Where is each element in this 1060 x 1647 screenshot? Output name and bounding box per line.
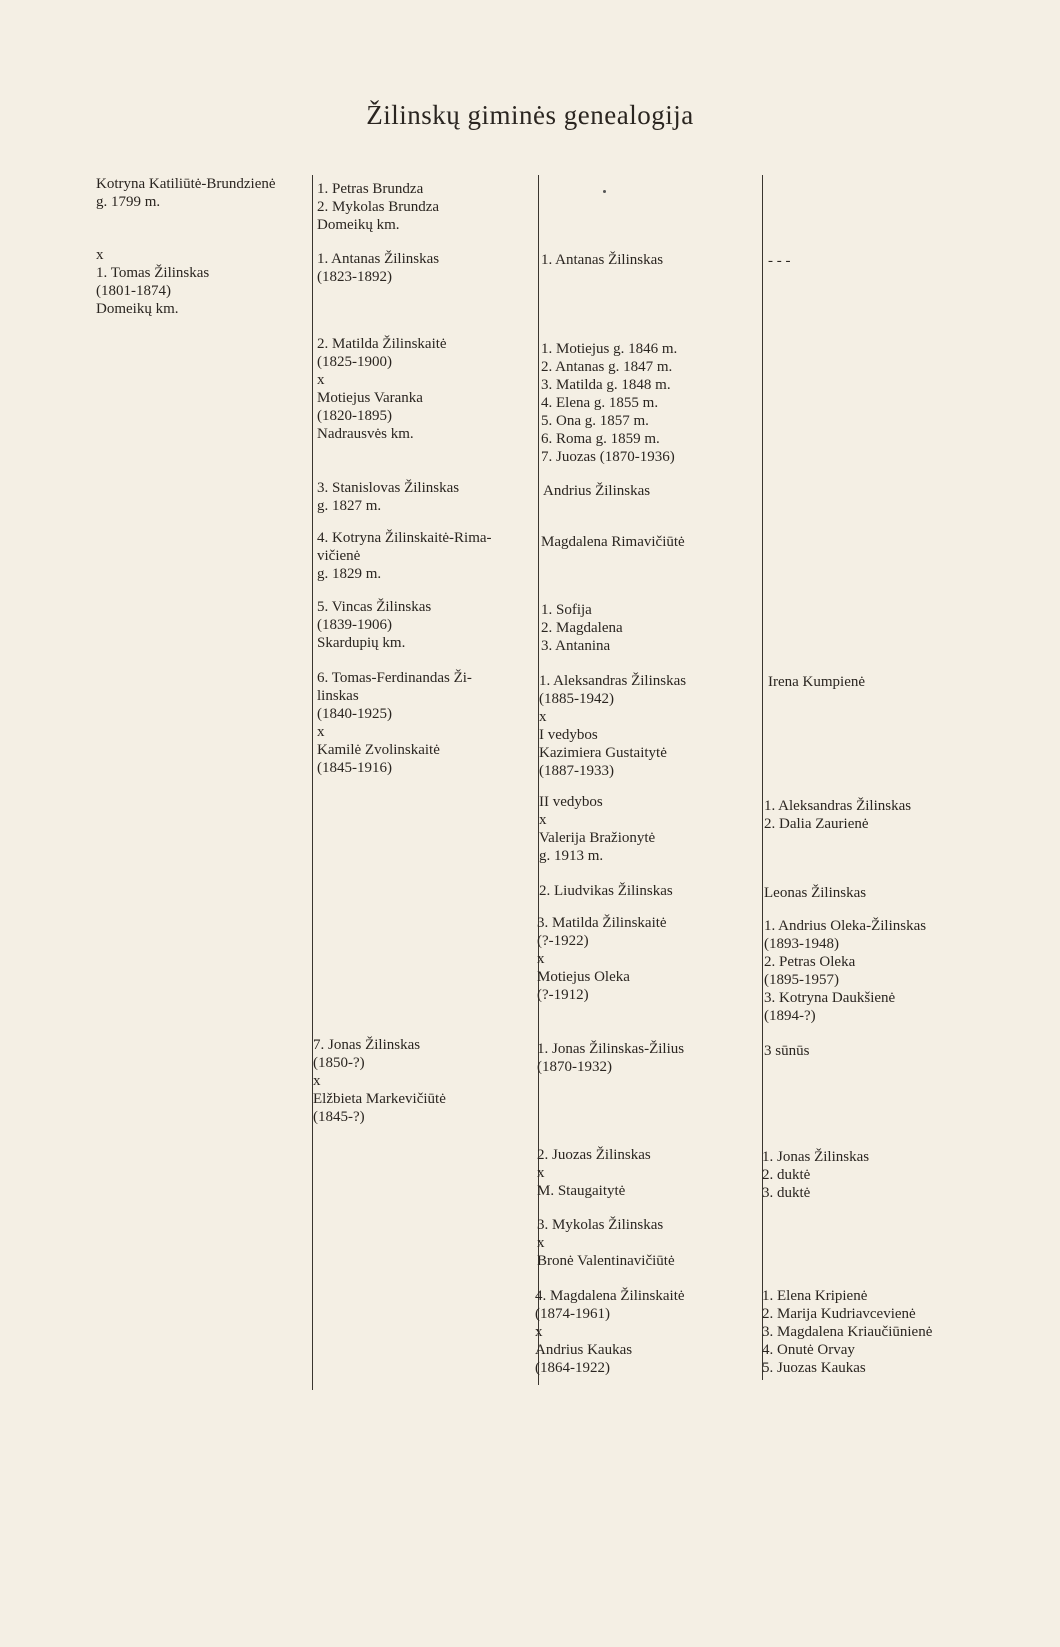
gen3-entry: 4. Magdalena Žilinskaitė (1874-1961) x Andrius Kaukas (1864-1922) [535,1288,685,1376]
gen3-entry: 2. Juozas Žilinskas x M. Staugaitytė [537,1147,651,1199]
gen2-entry: 7. Jonas Žilinskas (1850-?) x Elžbieta Markevičiūtė (1845-?) [313,1037,446,1125]
root-ancestor: Kotryna Katiliūtė-Brundzienė g. 1799 m. [96,176,276,210]
gen3-entry: 1. Antanas Žilinskas [541,252,664,268]
gen2-entry: 1. Petras Brundza 2. Mykolas Brundza Domeikų km. [317,181,440,233]
gen4-entry: 1. Andrius Oleka-Žilinskas (1893-1948) 2. Petras Oleka (1895-1957) 3. Kotryna Daukšienė (1894-?) [764,918,927,1024]
gen2-entry: 1. Antanas Žilinskas (1823-1892) [317,251,440,285]
gen3-entry: 1. Sofija 2. Magdalena 3. Antanina [541,602,623,654]
gen2-entry: 5. Vincas Žilinskas (1839-1906) Skardupių km. [317,599,432,651]
gen3-entry: 1. Jonas Žilinskas-Žilius (1870-1932) [537,1041,685,1075]
gen4-entry: 3 sūnūs [764,1043,810,1059]
column-divider-1 [312,175,313,1390]
gen3-entry: Magdalena Rimavičiūtė [541,534,685,550]
gen3-entry: Andrius Žilinskas [543,483,651,499]
gen3-entry: 1. Motiejus g. 1846 m. 2. Antanas g. 1847 m. 3. Matilda g. 1848 m. 4. Elena g. 1855 m. 5. Ona g. 1857 m. 6. Roma g. 1859 m. 7. Juozas (1870-1936) [541,341,678,465]
gen4-entry: 1. Jonas Žilinskas 2. duktė 3. duktė [762,1149,870,1201]
gen3-entry: II vedybos x Valerija Bražionytė g. 1913 m. [539,794,656,864]
gen4-entry: 1. Elena Kripienė 2. Marija Kudriavcevienė 3. Magdalena Kriaučiūnienė 4. Onutė Orvay 5. Juozas Kaukas [762,1288,933,1376]
gen3-entry: 1. Aleksandras Žilinskas (1885-1942) x I vedybos Kazimiera Gustaitytė (1887-1933) [539,673,687,779]
column-divider-2 [538,175,539,1385]
gen4-entry: 1. Aleksandras Žilinskas 2. Dalia Zaurienė [764,798,912,832]
gen4-entry: - - - [768,253,791,269]
root-marriage: x 1. Tomas Žilinskas (1801-1874) Domeikų km. [96,247,210,317]
gen4-entry: Leonas Žilinskas [764,885,867,901]
gen2-entry: 4. Kotryna Žilinskaitė-Rima- vičienė g. 1829 m. [317,530,492,582]
gen3-entry: 3. Mykolas Žilinskas x Bronė Valentinavičiūtė [537,1217,675,1269]
page-title: Žilinskų giminės genealogija [366,100,694,130]
speck [603,190,606,193]
gen3-entry: 3. Matilda Žilinskaitė (?-1922) x Motiejus Oleka (?-1912) [537,915,667,1003]
gen2-entry: 2. Matilda Žilinskaitė (1825-1900) x Motiejus Varanka (1820-1895) Nadrausvės km. [317,336,447,442]
gen4-entry: Irena Kumpienė [768,674,866,690]
gen3-entry: 2. Liudvikas Žilinskas [539,883,673,899]
gen2-entry: 6. Tomas-Ferdinandas Ži- linskas (1840-1925) x Kamilė Zvolinskaitė (1845-1916) [317,670,472,776]
gen2-entry: 3. Stanislovas Žilinskas g. 1827 m. [317,480,460,514]
